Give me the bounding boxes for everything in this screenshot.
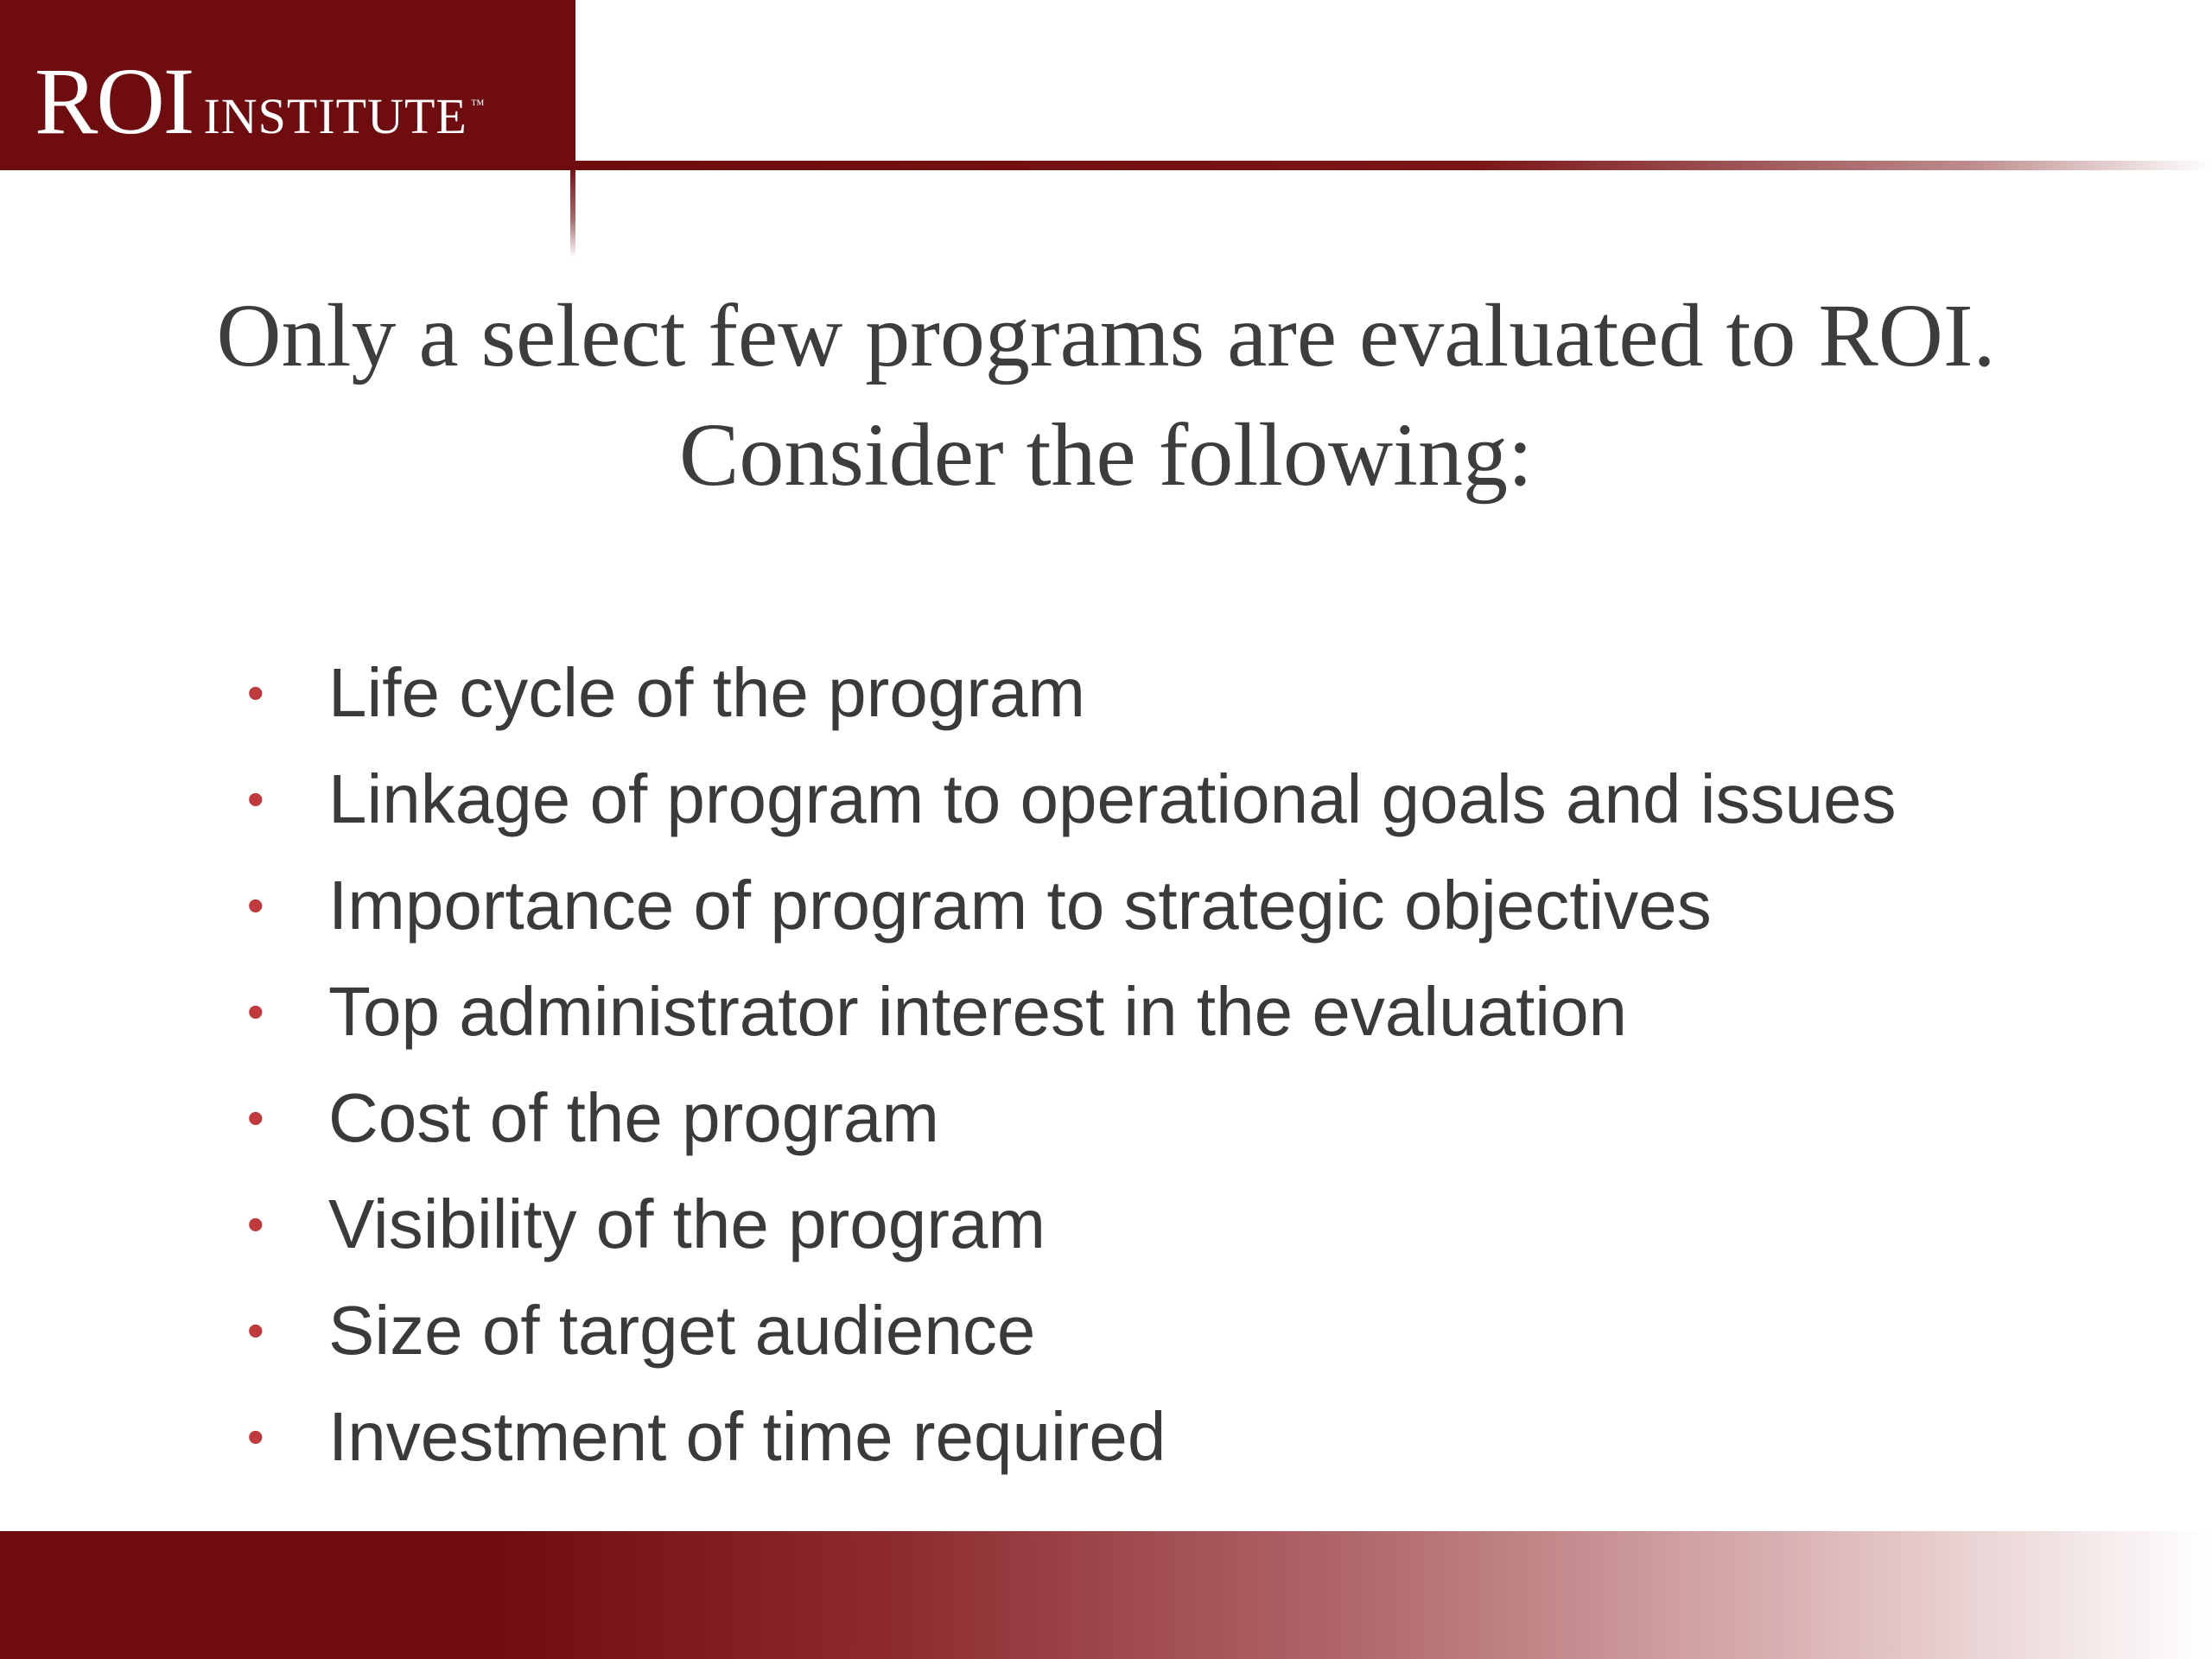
logo-banner: [0, 0, 575, 170]
bullet-text: Linkage of program to operational goals and issues: [328, 760, 1897, 837]
bullet-item: [242, 746, 1897, 852]
bullet-icon: •: [247, 1409, 264, 1464]
slide-title-line-2: Consider the following:: [679, 405, 1533, 505]
bullet-list: [242, 639, 1897, 1490]
logo: [35, 48, 485, 154]
bullet-item: [242, 1065, 1897, 1171]
bullet-text: Investment of time required: [328, 1398, 1166, 1475]
bullet-item: [242, 852, 1897, 958]
header-rule-vertical: [570, 164, 575, 257]
bullet-text: Life cycle of the program: [328, 654, 1085, 731]
logo-primary: ROI: [35, 48, 194, 154]
bullet-item: [242, 1171, 1897, 1277]
logo-secondary: INSTITUTE: [203, 88, 467, 144]
slide-title: [0, 276, 2212, 515]
bullet-icon: •: [247, 1197, 264, 1251]
bullet-icon: •: [247, 1303, 264, 1357]
bullet-icon: •: [247, 1090, 264, 1145]
bullet-icon: •: [247, 878, 264, 932]
bullet-text: Cost of the program: [328, 1079, 939, 1156]
bullet-text: Size of target audience: [328, 1292, 1036, 1369]
bullet-text: Top administrator interest in the evaluation: [328, 973, 1628, 1050]
footer-band: [0, 1531, 2212, 1659]
header-rule: [570, 161, 2212, 170]
bullet-text: Importance of program to strategic objectives: [328, 867, 1712, 944]
trademark-mark: ™: [470, 98, 485, 112]
bullet-item: [242, 1383, 1897, 1490]
bullet-text: Visibility of the program: [328, 1185, 1046, 1262]
slide-title-line-1: Only a select few programs are evaluated to ROI.: [216, 286, 1996, 385]
bullet-item: [242, 958, 1897, 1065]
bullet-item: [242, 1277, 1897, 1383]
bullet-item: [242, 639, 1897, 746]
bullet-icon: •: [247, 772, 264, 826]
bullet-icon: •: [247, 984, 264, 1039]
bullet-icon: •: [247, 665, 264, 720]
